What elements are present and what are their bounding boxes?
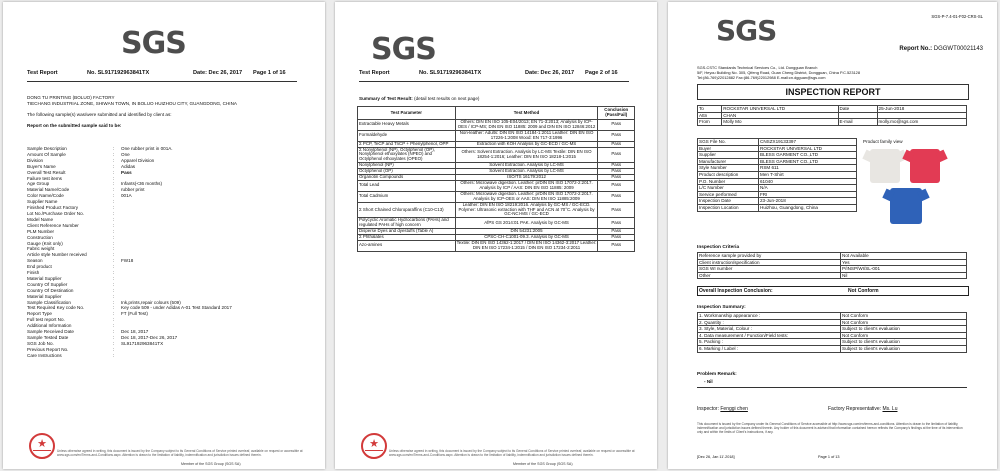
info-row: [698, 191, 857, 198]
field-value: FW18: [121, 258, 134, 264]
test-conclusion: Pass: [598, 130, 635, 141]
field-value: Adidas: [121, 163, 136, 169]
footer-terms: This document is issued by the Company under its General Conditions of Service accessible at http://www.sgs.com/en/terms-and-conditions. Attention is drawn to the limitation of liability, indemnification and jurisdiction issues defined therein. Any holder of this document is advised that information contained hereon reflects the Company's findings at the time of its intervention only and within the limits of Client's instructions, if any.: [697, 422, 963, 435]
report-no-value: DGGWT00021143: [933, 46, 983, 52]
field-label: Client Reference Number: [27, 222, 79, 228]
field-label: Full test report No.: [27, 317, 65, 323]
divider: [27, 81, 297, 82]
test-method: Non-leather: Adults: DIN EN ISO 14184-1:2011 Leather: DIN EN ISO 17226-1:2008 Wood: EN 717-3:1996: [455, 130, 598, 141]
summary-value: Subject to client's evaluation: [841, 326, 967, 333]
field-label: PLM Number: [27, 228, 55, 234]
rep-label: Factory Representative:: [828, 406, 882, 412]
field-colon: :: [113, 323, 115, 329]
client-company: DONG TU PRINTING (BOLUO) FACTORY: [27, 95, 115, 100]
summary-title: Summary of Test Result:: [359, 96, 413, 101]
report-number: No. SL917192963841TX: [87, 70, 150, 76]
test-conclusion: Pass: [598, 202, 635, 218]
info-row: [698, 139, 857, 146]
field-label: Gauge (Knit only): [27, 240, 63, 246]
client-block: [27, 95, 237, 129]
header-cell: [877, 112, 966, 119]
company-stamp: ★: [361, 433, 387, 459]
field-colon: :: [113, 151, 115, 157]
info-value: BLESS GARMENT CO.,LTD: [759, 152, 857, 159]
test-conclusion: Pass: [598, 147, 635, 163]
info-value: BLESS GARMENT CO.,LTD: [759, 158, 857, 165]
test-parameter: Total Lead: [358, 180, 456, 191]
criteria-title: Inspection Criteria: [697, 245, 740, 250]
field-colon: :: [113, 281, 115, 287]
field-colon: :: [113, 258, 115, 264]
field-colon: :: [113, 228, 115, 234]
test-conclusion: Pass: [598, 218, 635, 229]
field-label: Finish: [27, 270, 40, 276]
info-value: 23-Jun-2018: [759, 198, 857, 205]
test-method: Others: Microwave digestion. Leather: prDIN EN ISO 17072-2:2017. Analysis by ICP / AAS: DIN EN ISO 11885: 2009: [455, 180, 598, 191]
field-value: Infants(<36 months): [121, 181, 162, 187]
field-label: SGS Job No.: [27, 340, 54, 346]
field-label: Additional Information: [27, 323, 72, 329]
inspector-name: Fenggi chen: [720, 406, 748, 412]
field-label: Failure test items: [27, 175, 62, 181]
field-value: [121, 353, 307, 359]
info-value: RSM 611: [759, 165, 857, 172]
info-row: [698, 152, 857, 159]
info-value: CNSZX19133397: [759, 139, 857, 146]
field-colon: :: [113, 275, 115, 281]
info-label: Inspection Location: [698, 204, 759, 211]
overall-conclusion: [697, 286, 969, 296]
test-parameter: Σ Short Chained Chloroparaffins (C10-C13): [358, 202, 456, 218]
test-parameter: Formaldehyde: [358, 130, 456, 141]
inspector-label: Inspector:: [697, 406, 719, 412]
criteria-table: [697, 252, 967, 279]
field-colon: :: [113, 181, 115, 187]
summary-value: Not Conform: [841, 313, 967, 320]
field-label: Fabric weight: [27, 246, 55, 252]
summary-value: Not Conform: [841, 332, 967, 339]
info-table: [697, 138, 857, 212]
summary-title: Inspection Summary:: [697, 305, 746, 310]
header-cell: ROCKSTAR UNIVERSAL LTD: [722, 106, 838, 113]
info-value: 61040: [759, 178, 857, 185]
field-label: Care Instructions: [27, 352, 62, 358]
info-label: L/C Number: [698, 185, 759, 192]
test-conclusion: Pass: [598, 120, 635, 131]
field-colon: :: [113, 146, 115, 151]
field-colon: :: [113, 287, 115, 293]
test-parameter: Organotin Compounds: [358, 175, 456, 181]
info-label: SGS File No.: [698, 139, 759, 146]
test-report-page-1: [3, 2, 325, 469]
inspection-report: [668, 2, 997, 469]
field-value: Apparel Division: [121, 157, 155, 163]
summary-value: Subject to client's evaluation: [841, 339, 967, 346]
table-row: [358, 130, 635, 141]
test-conclusion: Pass: [598, 175, 635, 181]
field-value: Key code 509 - under Adidas A-01 Test Standard 2017: [121, 305, 232, 311]
report-title: Test Report: [359, 70, 390, 76]
criteria-row: [698, 253, 967, 260]
table-row: [358, 202, 635, 218]
field-colon: :: [113, 246, 115, 252]
summary-label: 3. Style, Material, Colour :: [698, 326, 841, 333]
report-date: Date: Dec 26, 2017: [193, 70, 243, 76]
field-label: Age Group: [27, 181, 50, 187]
header-row: [698, 112, 967, 119]
field-value: One: [121, 151, 130, 157]
test-method: Leather: DIN EN ISO 18219:2016. Analysis by GC-MS / GC-ECD. Polymer: Ultrasonic extraction with THF and ACN at 70°C. Analysis by GC-NCI-MS / GC-ECD: [455, 202, 598, 218]
info-row: [698, 158, 857, 165]
field-colon: :: [113, 311, 115, 317]
report-no-label: Report No.:: [899, 46, 933, 52]
test-parameter: Σ Phthalates: [358, 235, 456, 241]
test-method: Solvent Extraction. Analysis by LC-MS: [455, 169, 598, 175]
field-label: Division: [27, 157, 44, 163]
test-conclusion: Pass: [598, 180, 635, 191]
summary-label: 4. Data measurement / Function/Field tests:: [698, 332, 841, 339]
summary-value: Subject to client's evaluation: [841, 345, 967, 352]
test-parameter: Polycyclic Aromatic Hydrocarbons (PAHs) and regulated PAHs of high concern: [358, 218, 456, 229]
test-method: Extraction with KOH Analysis by GC-ECD / GC-MS: [455, 141, 598, 147]
summary-table: [357, 106, 635, 252]
field-label: Season: [27, 258, 43, 264]
test-method: DIN 54231:2005: [455, 229, 598, 235]
field-colon: :: [113, 210, 115, 216]
test-method: Others: DIN EN ISO 105-E04/2013; EN 71-3:2013; Analysis by ICP-OES / ICP-MS; DIN EN ISO 11885: 2009 and DIN EN ISO 12846:2012: [455, 120, 598, 131]
summary-row: [698, 339, 967, 346]
test-parameter: Nonylphenol (NP): [358, 163, 456, 169]
table-row: [358, 218, 635, 229]
header-cell: To: [698, 106, 722, 113]
criteria-row: [698, 266, 967, 273]
report-no-line: [899, 46, 983, 52]
header-cell: 25-Jun-2018: [877, 106, 966, 113]
inspection-title: INSPECTION REPORT: [697, 84, 969, 100]
header-table: [697, 105, 967, 126]
summary-row: [698, 326, 967, 333]
field-colon: :: [113, 216, 115, 222]
section-title: Report on the submitted sample said to be:: [27, 122, 122, 128]
field-label: Sample Description: [27, 146, 67, 151]
field-colon: :: [113, 205, 115, 211]
sgs-logo: SGS: [121, 26, 186, 61]
field-label: Amount Of Sample: [27, 151, 66, 157]
footer-member: Member of the SGS Group (SGS SA): [513, 462, 573, 466]
field-colon: :: [113, 222, 115, 228]
summary-note: (detail test results on next page): [414, 96, 480, 101]
field-label: Material Supplier: [27, 275, 62, 281]
test-conclusion: Pass: [598, 240, 635, 251]
header-cell: Date: [838, 106, 877, 113]
test-parameter: Extractable Heavy Metals: [358, 120, 456, 131]
field-colon: :: [113, 187, 115, 193]
rep-name: Ms. Lu: [882, 406, 898, 412]
test-parameter: Disperse Dyes and dyestuffs (Table A): [358, 229, 456, 235]
field-value: One rubber print in 001A.: [121, 146, 173, 151]
info-value: N/A: [759, 185, 857, 192]
info-label: Manufacturer: [698, 158, 759, 165]
header-cell: E-mail: [838, 119, 877, 126]
criteria-label: SGS WI number: [698, 266, 841, 273]
field-label: Test Required Key code No.: [27, 305, 85, 311]
field-value: SL917192963841TX: [121, 340, 164, 346]
test-parameter: Total Cadmium: [358, 191, 456, 202]
field-colon: :: [113, 346, 115, 352]
test-method: Others: Solvent Extraction. Analysis by LC-MS Textile: DIN EN ISO 18254-1:2016; Leather: DIN EN ISO 18218-1:2015: [455, 147, 598, 163]
footer-terms: Unless otherwise agreed in writing, this document is issued by the Company subject to its General Conditions of Service printed overleaf, available on request or accessible at www.sgs.com/en/Terms-and-Conditions.aspx. Attention is drawn to the limitation of liability, indemnification and jurisdiction issues defined therein.: [389, 448, 635, 457]
inspector-line: [697, 407, 748, 413]
info-row: [698, 178, 857, 185]
summary-row: [698, 345, 967, 352]
field-label: Lot No./Purchase Order No.: [27, 210, 84, 216]
header-cell: From: [698, 119, 722, 126]
info-row: [698, 198, 857, 205]
field-label: Article style Number received: [27, 252, 87, 258]
red-tshirt-photo: [910, 149, 940, 183]
overall-value: Not Conform: [848, 288, 879, 294]
remark-text: Nil: [706, 379, 713, 384]
info-value: ROCKSTAR UNIVERSAL LTD: [759, 145, 857, 152]
criteria-label: Client instruction/specification: [698, 259, 841, 266]
field-colon: :: [113, 163, 115, 169]
field-colon: :: [113, 352, 115, 358]
field-colon: :: [113, 157, 115, 163]
field-colon: :: [113, 264, 115, 270]
info-row: [698, 204, 857, 211]
field-value: Ink,prints,repair colours (509): [121, 299, 181, 305]
field-label: Sample Tested Date: [27, 335, 69, 340]
page-number: Page 1 of 16: [253, 70, 286, 76]
field-colon: :: [113, 199, 115, 205]
test-conclusion: Pass: [598, 169, 635, 175]
test-conclusion: Pass: [598, 163, 635, 169]
sleeve: [935, 150, 947, 163]
summary-label: 5. Packing :: [698, 339, 841, 346]
header-row: [698, 119, 967, 126]
overall-label: Overall Inspection Conclusion:: [699, 288, 773, 294]
field-label: Country Of Destination: [27, 287, 74, 293]
info-label: Buyer: [698, 145, 759, 152]
info-label: Supplier: [698, 152, 759, 159]
footer-terms: Unless otherwise agreed in writing, this document is issued by the Company subject to its General Conditions of Service printed overleaf, available on request or accessible at www.sgs.com/en/Terms-and-Conditions.aspx. Attention is drawn to the limitation of liability, indemnification and jurisdiction issues defined therein.: [57, 448, 303, 457]
field-label: Supplier Name: [27, 199, 58, 205]
org-line: SGS-CSTC Standards Technical Services Co., Ltd. Dongguan Branch: [697, 65, 818, 70]
sleeve: [917, 189, 929, 202]
info-label: Service performed: [698, 191, 759, 198]
header-cell: molly.mo@sgs.com: [877, 119, 966, 126]
criteria-row: [698, 272, 967, 279]
col-header: Conclusion (Pass/Fail): [598, 107, 635, 120]
table-row: [358, 120, 635, 131]
summary-label: 1. Workmanship appearance :: [698, 313, 841, 320]
table-row: [358, 180, 635, 191]
family-view-label: Product family view: [863, 139, 903, 144]
field-value: rubber print: [121, 187, 145, 193]
form-number: SGS-P-7.4-01-F02-CRS-SL: [931, 14, 983, 19]
info-row: [698, 165, 857, 172]
intro-text: The following sample(s) was/were submitted and identified by client as:: [27, 111, 172, 117]
field-label: Previous Report No.: [27, 346, 69, 352]
field-label: Model Name: [27, 216, 54, 222]
field-colon: :: [113, 305, 115, 311]
field-label: Overall Test Result: [27, 169, 66, 175]
summary-row: [698, 319, 967, 326]
page-number: Page 1 of 13: [818, 455, 840, 459]
report-title: Test Report: [27, 70, 58, 76]
criteria-value: Nil: [841, 272, 967, 279]
inspection-summary-table: [697, 312, 967, 353]
field-label: End product: [27, 264, 52, 270]
test-method: Solvent Extraction. Analysis by LC-MS: [455, 163, 598, 169]
criteria-label: Reference sample provided by: [698, 253, 841, 260]
criteria-value: Yes: [841, 259, 967, 266]
info-label: Product description: [698, 171, 759, 178]
sleeve: [862, 150, 874, 163]
field-label: Sample Classification: [27, 299, 71, 305]
field-label: Buyer's Name: [27, 163, 56, 169]
col-header: Test Parameter: [358, 107, 456, 120]
info-label: P.O. Number: [698, 178, 759, 185]
field-label: Material Supplier: [27, 293, 62, 299]
field-colon: :: [113, 299, 115, 305]
test-conclusion: Pass: [598, 141, 635, 147]
info-value: Men T-Shirt: [759, 171, 857, 178]
test-parameter: Σ PCP, TeCP and TriCP + Phenylphenol, OPP: [358, 141, 456, 147]
field-value: Dec 18, 2017-Dec 26, 2017: [121, 335, 178, 340]
test-parameter: Octylphenol (OP): [358, 169, 456, 175]
rep-line: [828, 407, 898, 413]
field-colon: :: [113, 193, 115, 199]
field-label: Material Name/Code: [27, 187, 70, 193]
field-colon: :: [113, 335, 115, 340]
summary-row: [698, 313, 967, 320]
footer-member: Member of the SGS Group (SGS SA): [181, 462, 241, 466]
test-parameter: Σ Nonylphenol (NP), Octylphenol (OP), Nonylphenol ethoxylates (NPEO) and Octylphenol ethoxylates (OPEO): [358, 147, 456, 163]
header-cell: [838, 112, 877, 119]
test-report-page-2: [335, 2, 657, 469]
info-label: Inspection Date: [698, 198, 759, 205]
header-cell: Molly Mo: [722, 119, 838, 126]
field-value: 001A: [121, 193, 132, 199]
divider: [359, 81, 629, 82]
field-label: Construction: [27, 234, 53, 240]
criteria-row: [698, 259, 967, 266]
field-colon: :: [113, 234, 115, 240]
criteria-value: P/INSP/WI/SL-001: [841, 266, 967, 273]
test-conclusion: Pass: [598, 235, 635, 241]
header-cell: Attn: [698, 112, 722, 119]
summary-label: 6. Marking / Label :: [698, 345, 841, 352]
test-conclusion: Pass: [598, 229, 635, 235]
field-colon: :: [113, 293, 115, 299]
criteria-value: Not Available: [841, 253, 967, 260]
info-value: Huizhou, Guangdong, China: [759, 204, 857, 211]
field-label: Finished Product Factory: [27, 205, 79, 211]
white-tshirt-photo: [870, 149, 900, 183]
field-label: Color Name/Code: [27, 193, 64, 199]
field-colon: :: [113, 340, 115, 346]
info-label: Style Number: [698, 165, 759, 172]
field-row: [27, 353, 307, 359]
blue-tshirt-photo: [890, 188, 922, 224]
company-stamp: ★: [29, 433, 55, 459]
field-colon: :: [113, 240, 115, 246]
info-row: [698, 171, 857, 178]
sgs-logo: SGS: [716, 14, 777, 47]
header-row: [698, 106, 967, 113]
field-colon: :: [113, 252, 115, 258]
test-conclusion: Pass: [598, 191, 635, 202]
org-block: [697, 66, 860, 80]
table-row: [358, 191, 635, 202]
test-method: ISO/TS 16179:2012: [455, 175, 598, 181]
test-method: CPSC-CH-C1001-09.3. Analysis by GC-MS: [455, 235, 598, 241]
sgs-logo: SGS: [371, 32, 436, 67]
field-colon: :: [113, 329, 115, 335]
field-colon: :: [113, 317, 115, 323]
report-number: No. SL917192963841TX: [419, 70, 482, 76]
field-label: Report Type: [27, 311, 52, 317]
sleeve: [882, 189, 894, 202]
summary-value: Not Conform: [841, 319, 967, 326]
org-line: Tel:(86-769)22012882 Fax:(86-769)22012988 E-mail:cn.dgguan@sgs.com: [697, 74, 826, 80]
summary-row: [698, 332, 967, 339]
test-method: Others: Microwave digestion. Leather: prDIN EN ISO 17072-2:2017. Analysis by ICP-OES or AAS: DIN EN ISO 11885:2009: [455, 191, 598, 202]
test-method: Textile: DIN EN ISO 14362-1:2017 / DIN EN ISO 14362-3:2017 Leather: DIN EN ISO 17234-1:2015 / DIN EN ISO 17234-2:2011: [456, 239, 597, 250]
info-value: FRI: [759, 191, 857, 198]
summary-heading: [359, 96, 479, 102]
field-value: Pass: [121, 169, 132, 175]
sample-fields: [27, 146, 307, 359]
field-label: Sample Received Date: [27, 329, 74, 335]
test-parameter: Azo-amines: [358, 240, 456, 251]
criteria-label: Other: [698, 272, 841, 279]
info-row: [698, 145, 857, 152]
footer-date: [Dec 26, Jan 11'.2018]: [697, 455, 735, 459]
org-line: 5/F, Heyou Building No. 305, Qifeng Road, Guan Cheng District, Dongguan, China P.C.523128: [697, 69, 861, 75]
field-colon: :: [113, 169, 115, 175]
remark-value: - Nil: [704, 379, 713, 384]
test-method: AfPS GS 2014:01 PAK. Analysis by GC-MS: [455, 218, 598, 229]
client-address: TIECHANG INDUSTRIAL ZONE, SHIWAN TOWN, IN BOLUO HUIZHOU CITY, GUANGDONG, CHINA: [27, 100, 237, 106]
field-colon: :: [113, 175, 115, 181]
table-row: [358, 147, 635, 163]
remark-title: Problem Remark:: [697, 372, 737, 377]
report-date: Date: Dec 26, 2017: [525, 70, 575, 76]
field-label: Country Of Supplier: [27, 281, 68, 287]
col-header: Test Method: [455, 107, 598, 120]
info-row: [698, 185, 857, 192]
summary-label: 2. Quantity :: [698, 319, 841, 326]
field-value: Dec 18, 2017: [121, 329, 149, 335]
divider: [697, 387, 967, 388]
header-cell: CHAN: [722, 112, 838, 119]
field-value: FT (Full Test): [121, 311, 148, 317]
table-row: [358, 240, 635, 251]
field-colon: :: [113, 270, 115, 276]
page-number: Page 2 of 16: [585, 70, 618, 76]
